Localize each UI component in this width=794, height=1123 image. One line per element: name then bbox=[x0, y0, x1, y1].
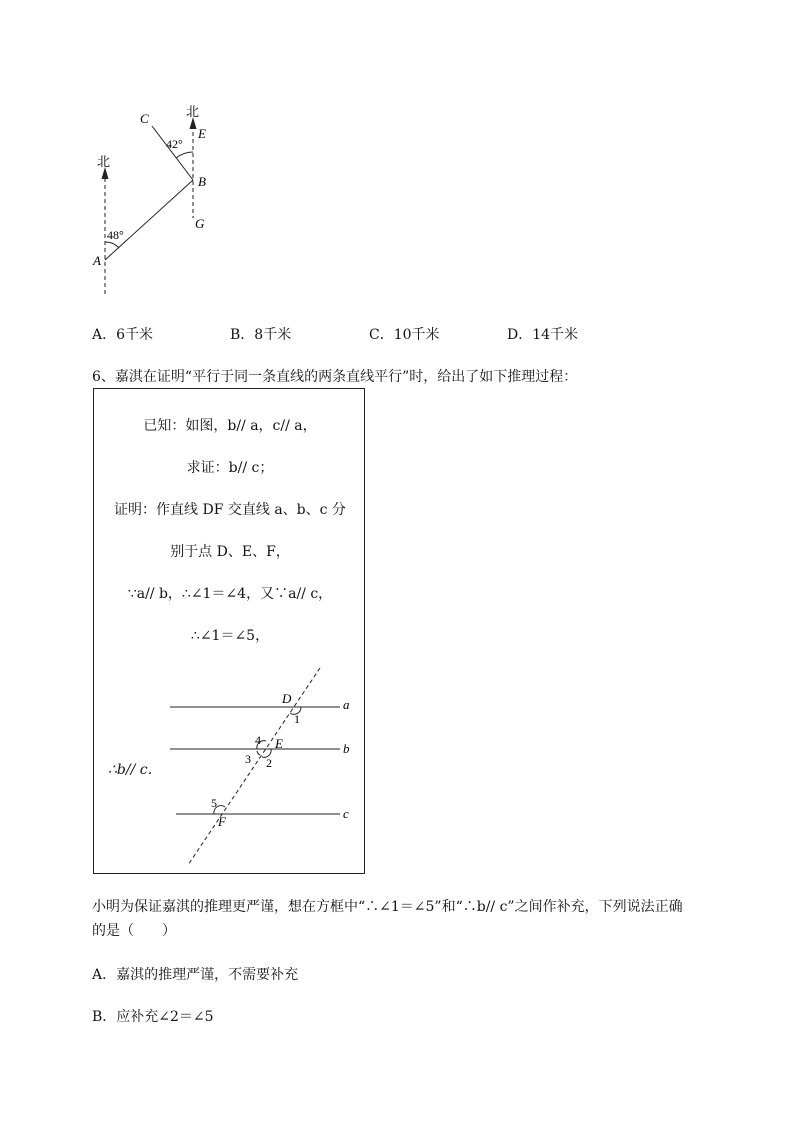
angle-arc-a bbox=[105, 242, 119, 248]
proof-box bbox=[93, 388, 365, 874]
line-label-b: b bbox=[343, 741, 350, 756]
q5-option-text: 6千米 bbox=[116, 327, 154, 343]
q5-option-text: 10千米 bbox=[393, 327, 440, 343]
angle-label-a: 48° bbox=[107, 228, 124, 242]
q5-option-letter: A． bbox=[92, 327, 117, 343]
point-label-a: A bbox=[93, 253, 101, 268]
q5-option-letter: B． bbox=[230, 327, 255, 343]
q5-option-c[interactable] bbox=[369, 324, 440, 344]
north-label-left: 北 bbox=[97, 154, 111, 169]
q6-option-b[interactable]: B．应补充∠2＝∠5 bbox=[92, 1009, 214, 1025]
point-label-d: D bbox=[282, 691, 292, 706]
point-label-e: E bbox=[275, 736, 283, 751]
q6-stem: 6、嘉淇在证明“平行于同一条直线的两条直线平行”时，给出了如下推理过程： bbox=[92, 369, 578, 385]
segment-ab bbox=[105, 180, 193, 260]
angle-label-4: 4 bbox=[255, 733, 261, 747]
angle-label-5: 5 bbox=[211, 796, 217, 810]
angle-label-3: 3 bbox=[245, 752, 251, 766]
q6-followup-line-1: 小明为保证嘉淇的推理更严谨，想在方框中“∴∠1＝∠5”和“∴b// c”之间作补充，下列说法正确 bbox=[92, 899, 683, 915]
q5-option-letter: C． bbox=[369, 327, 394, 343]
proof-conclusion: ∴b// c． bbox=[108, 762, 162, 778]
angle-arc-3 bbox=[257, 751, 260, 755]
angle-arc-b bbox=[176, 152, 193, 158]
q5-option-a[interactable] bbox=[92, 324, 153, 344]
q5-option-text: 14千米 bbox=[532, 327, 579, 343]
proof-line-1: 证明：作直线 DF 交直线 a、b、c 分 bbox=[114, 502, 346, 518]
angle-label-2: 2 bbox=[266, 756, 272, 770]
direction-figure bbox=[85, 100, 225, 300]
q5-option-b[interactable] bbox=[230, 324, 291, 344]
q6-followup-line-2: 的是（ ） bbox=[92, 923, 176, 939]
point-label-g: G bbox=[195, 216, 205, 231]
point-label-f: F bbox=[218, 814, 226, 829]
q5-option-d[interactable] bbox=[507, 324, 578, 344]
line-label-a: a bbox=[343, 697, 350, 712]
angle-label-b: 42° bbox=[166, 137, 183, 151]
parallel-lines-figure bbox=[94, 389, 366, 875]
transversal-df bbox=[188, 668, 320, 865]
proof-line-2: 别于点 D、E、F， bbox=[170, 544, 290, 560]
point-label-c: C bbox=[140, 111, 149, 126]
angle-label-1: 1 bbox=[294, 712, 300, 726]
point-label-e: E bbox=[198, 126, 206, 141]
proof-given: 已知：如图，b// a，c// a， bbox=[143, 418, 317, 434]
north-label-right: 北 bbox=[186, 104, 200, 119]
q6-option-a[interactable]: A．嘉淇的推理严谨，不需要补充 bbox=[92, 967, 299, 983]
q5-option-text: 8千米 bbox=[254, 327, 292, 343]
proof-step-1: ∵a// b，∴∠1＝∠4，又∵a// c， bbox=[127, 586, 333, 602]
point-label-b: B bbox=[198, 174, 206, 189]
line-label-c: c bbox=[343, 806, 349, 821]
proof-step-2: ∴∠1＝∠5， bbox=[190, 628, 270, 644]
proof-prove: 求证：b// c； bbox=[186, 460, 274, 476]
q5-option-letter: D． bbox=[507, 327, 533, 343]
